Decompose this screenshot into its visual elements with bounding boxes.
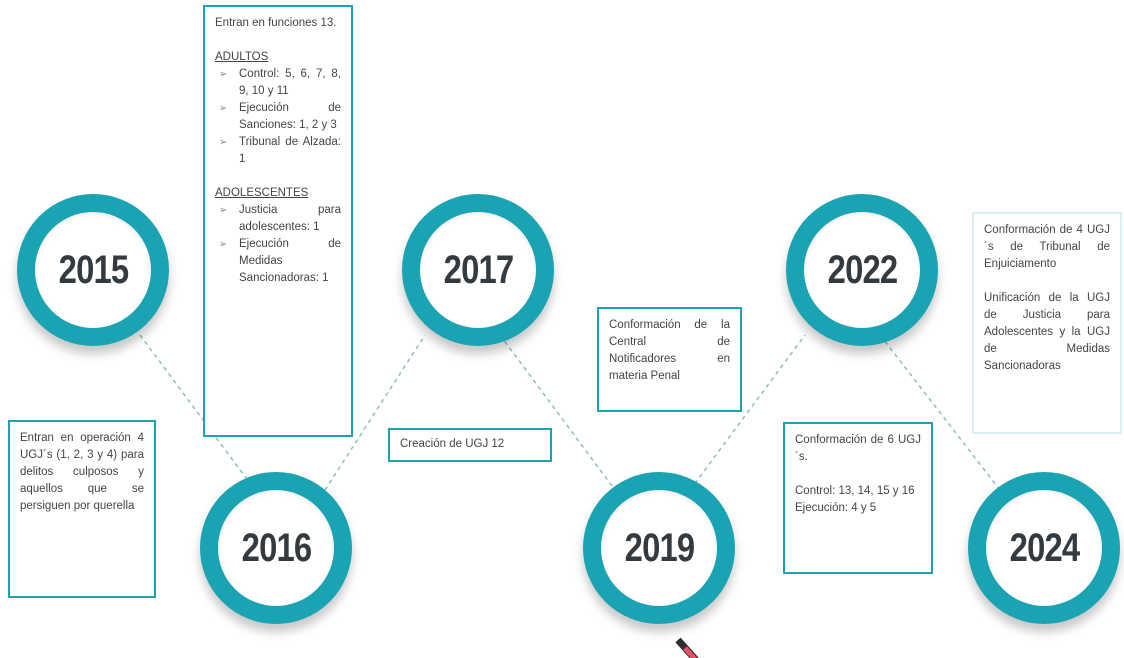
event-text-2015: Entran en operación 4 UGJ´s (1, 2, 3 y 4) para delitos culposos y aquellos que se persiguen por querella bbox=[20, 432, 144, 512]
year-label-2016: 2016 bbox=[241, 525, 311, 570]
event-2022-line3: Ejecución: 4 y 5 bbox=[795, 502, 877, 514]
year-label-2024: 2024 bbox=[1009, 525, 1079, 570]
year-circle-2016 bbox=[200, 472, 352, 624]
year-circle-2017 bbox=[402, 194, 554, 346]
event-2024-para1: Conformación de 4 UGJ´s de Tribunal de Enjuiciamento bbox=[984, 224, 1110, 270]
event-2022-line1: Conformación de 6 UGJ´s. bbox=[795, 434, 921, 463]
event-text-2017: Creación de UGJ 12 bbox=[400, 438, 505, 450]
event-2016-intro: Entran en funciones 13. bbox=[215, 17, 337, 29]
event-box-2024 bbox=[972, 212, 1122, 434]
year-label-2017: 2017 bbox=[443, 247, 513, 292]
adultos-heading: ADULTOS bbox=[215, 51, 269, 63]
list-item: ➢ Tribunal de Alzada: 1 bbox=[215, 134, 341, 168]
year-label-2019: 2019 bbox=[624, 525, 694, 570]
list-item: ➢ Control: 5, 6, 7, 8, 9, 10 y 11 bbox=[215, 66, 341, 100]
event-box-2019 bbox=[597, 307, 742, 412]
adolescentes-list bbox=[215, 202, 341, 287]
event-text-2019: Conformación de la Central de Notificadores en materia Penal bbox=[609, 319, 730, 382]
year-label-2015: 2015 bbox=[58, 247, 128, 292]
adultos-list bbox=[215, 66, 341, 168]
event-box-2015 bbox=[8, 420, 156, 598]
year-circle-2022 bbox=[786, 194, 938, 346]
year-circle-2015 bbox=[17, 194, 169, 346]
year-label-2022: 2022 bbox=[827, 247, 897, 292]
list-item: ➢ Justicia para adolescentes: 1 bbox=[215, 202, 341, 236]
event-box-2016 bbox=[203, 5, 353, 437]
event-box-2022 bbox=[783, 422, 933, 574]
year-circle-2024 bbox=[968, 472, 1120, 624]
adolescentes-heading: ADOLESCENTES bbox=[215, 187, 309, 199]
event-box-2017 bbox=[388, 428, 552, 462]
event-2022-line2: Control: 13, 14, 15 y 16 bbox=[795, 485, 915, 497]
event-2024-para2: Unificación de la UGJ de Justicia para Adolescentes y la UGJ de Medidas Sancionadoras bbox=[984, 292, 1110, 372]
year-circle-2019 bbox=[583, 472, 735, 624]
list-item: ➢ Ejecución de Medidas Sancionadoras: 1 bbox=[215, 236, 341, 287]
list-item: ➢ Ejecución de Sanciones: 1, 2 y 3 bbox=[215, 100, 341, 134]
